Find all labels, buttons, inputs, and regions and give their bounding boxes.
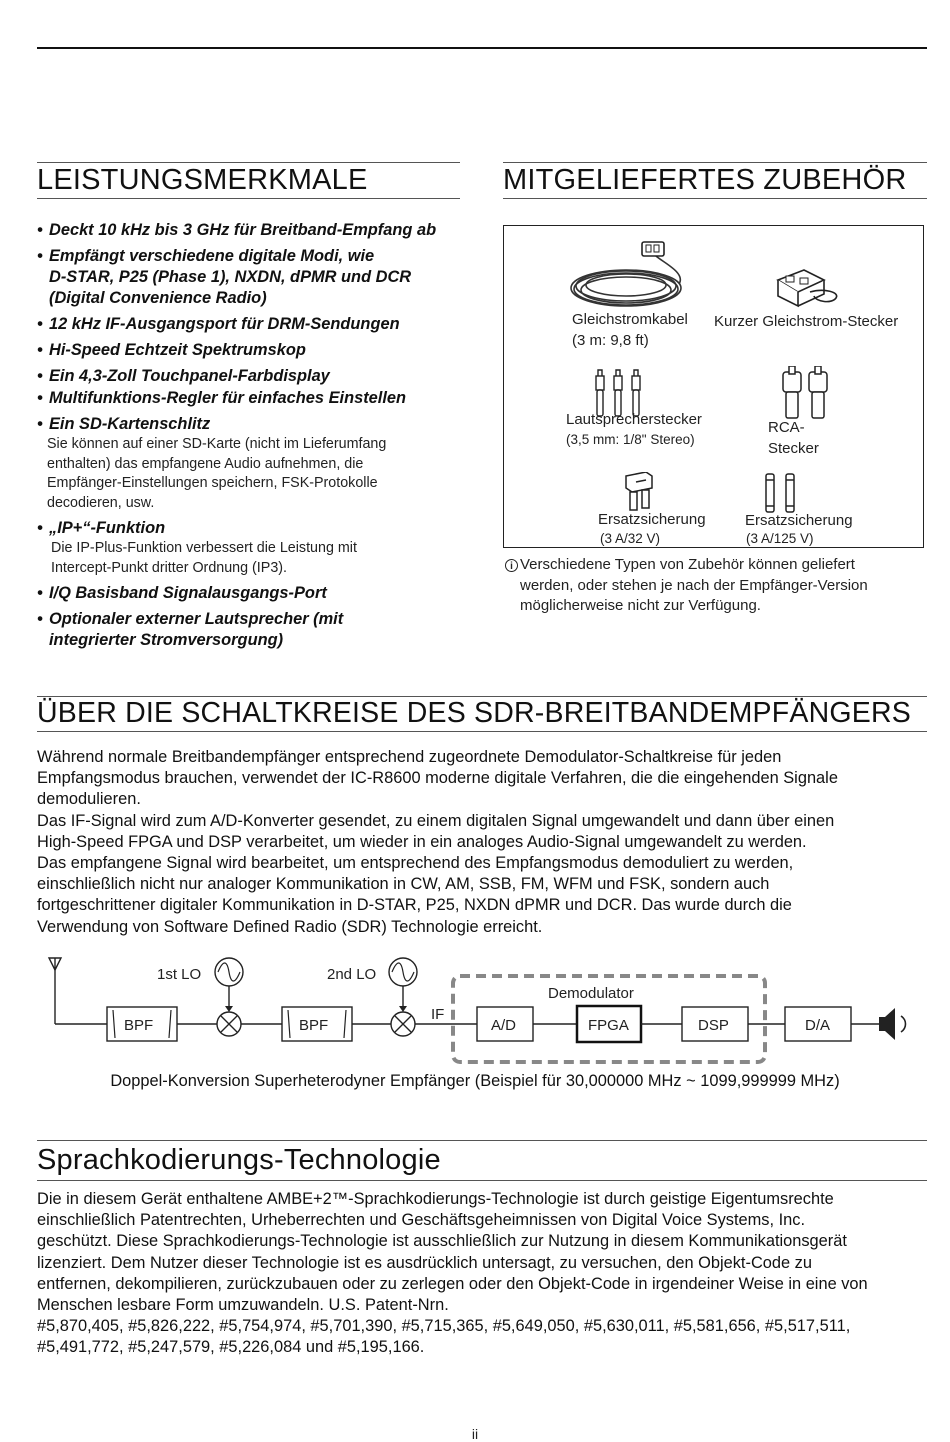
section-rule-top [503, 162, 927, 163]
lo2-label: 2nd LO [327, 966, 377, 983]
feature-item: • Optionaler externer Lautsprecher (mit integrierter Stromversorgung) [37, 610, 344, 649]
fuse-blade-label: Ersatzsicherung [598, 511, 706, 528]
bpf1-label: BPF [124, 1017, 154, 1034]
dc-plug-icon [774, 266, 844, 310]
speaker-icon [879, 1008, 906, 1040]
fuse-glass-label: Ersatzsicherung [745, 512, 853, 529]
bpf2-label: BPF [299, 1017, 329, 1034]
antenna-icon [49, 958, 107, 1024]
if-label: IF [431, 1006, 445, 1023]
section-rule-bottom [503, 198, 927, 199]
feature-item: • Ein SD-Kartenschlitz Sie können auf einer SD-Karte (nicht im Lieferumfang enthalten) das empfangene Audio aufnehmen, die Empfänger-Einstellungen speichern, FSK-Protokolle decodieren, usw. [37, 415, 387, 511]
section-rule-top [37, 162, 460, 163]
feature-item: • Hi-Speed Echtzeit Spektrumskop [37, 341, 306, 359]
accessories-box [503, 225, 924, 548]
voice-title: Sprachkodierungs-Technologie [37, 1144, 441, 1176]
rca-plug-label-1: RCA- [768, 419, 805, 436]
feature-item: • Multifunktions-Regler für einfaches Einstellen [37, 389, 407, 407]
feature-item: • 12 kHz IF-Ausgangsport für DRM-Sendungen [37, 315, 400, 333]
info-icon: i [505, 559, 518, 572]
rca-plug-icon [779, 366, 835, 422]
voice-paragraph: Die in diesem Gerät enthaltene AMBE+2™-Sprachkodierungs-Technologie ist durch geistige Eigentumsrechte einschließlich Patentrechten, Urheberrechten und Geschäftsgeheimnissen von Digital Voice Systems, Inc. geschützt. Diese Sprachkodierungs-Technologie ist ausschließlich zur Nutzung in diesem Kommunikationsgerät lizenziert. Dem Nutzer dieser Technologie ist es ausdrücklich untersagt, zu versuchen, den Objekt-Code zu entfernen, dekompilieren, zurückzubauen oder zu zerlegen oder den Objekt-Code in irgendeiner Weise in eine von Menschen lesbare Form umzuwandeln. U.S. Patent-Nrn. #5,870,405, #5,826,222, #5,754,974, #5,701,390, #5,715,365, #5,649,050, #5,630,011, #5,581,656, #5,517,511, #5,491,772, #5,247,579, #5,226,084 und #5,195,166. [37, 1190, 868, 1357]
feature-item: • I/Q Basisband Signalausgangs-Port [37, 584, 327, 602]
section-rule-bottom [37, 731, 927, 732]
dc-cable-icon [564, 238, 704, 320]
sdr-paragraph: Während normale Breitbandempfänger entsprechend zugeordnete Demodulator-Schaltkreise für jeden Empfangsmodus brauchen, verwendet der IC-R8600 moderne digitale Verfahren, die die eingehenden Signale demodulieren. Das IF-Signal wird zum A/D-Konverter gesendet, zu einem digitalen Signal umgewandelt und dann über einen High-Speed FPGA und DSP verarbeitet, um wieder in ein analoges Audio-Signal umgewandelt zu werden. Das empfangene Signal wird bearbeitet, um entsprechend des Empfangsmodus demoduliert zu werden, einschließlich nicht nur analoger Kommunikation in CW, AM, SSB, FM, WFM und FSK, sondern auch fortgeschrittener digitaler Kommunikation in D-STAR, P25, NXDN dPMR und DCR. Das wurde durch die Verwendung von Software Defined Radio (SDR) Technologie erreicht. [37, 748, 838, 936]
feature-item: • Empfängt verschiedene digitale Modi, wie D-STAR, P25 (Phase 1), NXDN, dPMR und DCR (Digital Convenience Radio) [37, 247, 412, 307]
speaker-plug-sub: (3,5 mm: 1/8" Stereo) [566, 432, 695, 447]
dc-cable-sub: (3 m: 9,8 ft) [572, 332, 649, 349]
demodulator-label: Demodulator [548, 985, 634, 1002]
rca-plug-label-2: Stecker [768, 440, 819, 457]
dc-cable-label: Gleichstromkabel [572, 311, 688, 328]
feature-item: • Ein 4,3-Zoll Touchpanel-Farbdisplay [37, 367, 330, 385]
top-rule [37, 47, 927, 49]
diagram-caption: Doppel-Konversion Superheterodyner Empfänger (Beispiel für 30,000000 MHz ~ 1099,999999 MHz) [110, 1072, 840, 1090]
accessories-note: i Verschiedene Typen von Zubehör können geliefert werden, oder stehen je nach der Empfänger-Version möglicherweise nicht zur Verfügung. [505, 555, 925, 617]
block-diagram [37, 950, 927, 1065]
ad-label: A/D [491, 1017, 517, 1034]
sdr-title: ÜBER DIE SCHALTKREISE DES SDR-BREITBANDEMPFÄNGERS [37, 697, 911, 729]
features-title: LEISTUNGSMERKMALE [37, 164, 368, 196]
feature-item: • Deckt 10 kHz bis 3 GHz für Breitband-Empfang ab [37, 221, 437, 239]
section-rule-bottom [37, 1180, 927, 1181]
da-label: D/A [805, 1017, 831, 1034]
glass-fuse-icon [762, 472, 802, 514]
features-list [37, 220, 467, 651]
fuse-blade-sub: (3 A/32 V) [600, 531, 661, 546]
section-rule-bottom [37, 198, 460, 199]
feature-item: • „IP+“-Funktion Die IP-Plus-Funktion verbessert die Leistung mit Intercept-Punkt dritter Ordnung (IP3). [37, 519, 357, 576]
page-number: ii [471, 1426, 479, 1442]
fpga-label: FPGA [588, 1017, 629, 1034]
dsp-label: DSP [698, 1017, 729, 1034]
lo1-label: 1st LO [157, 966, 202, 983]
dc-plug-label: Kurzer Gleichstrom-Stecker [714, 313, 899, 330]
fuse-glass-sub: (3 A/125 V) [746, 531, 814, 546]
section-rule-top [37, 1140, 927, 1141]
blade-fuse-icon [622, 472, 656, 512]
speaker-plug-label: Lautsprecherstecker [566, 411, 702, 428]
accessories-title: MITGELIEFERTES ZUBEHÖR [503, 164, 907, 196]
